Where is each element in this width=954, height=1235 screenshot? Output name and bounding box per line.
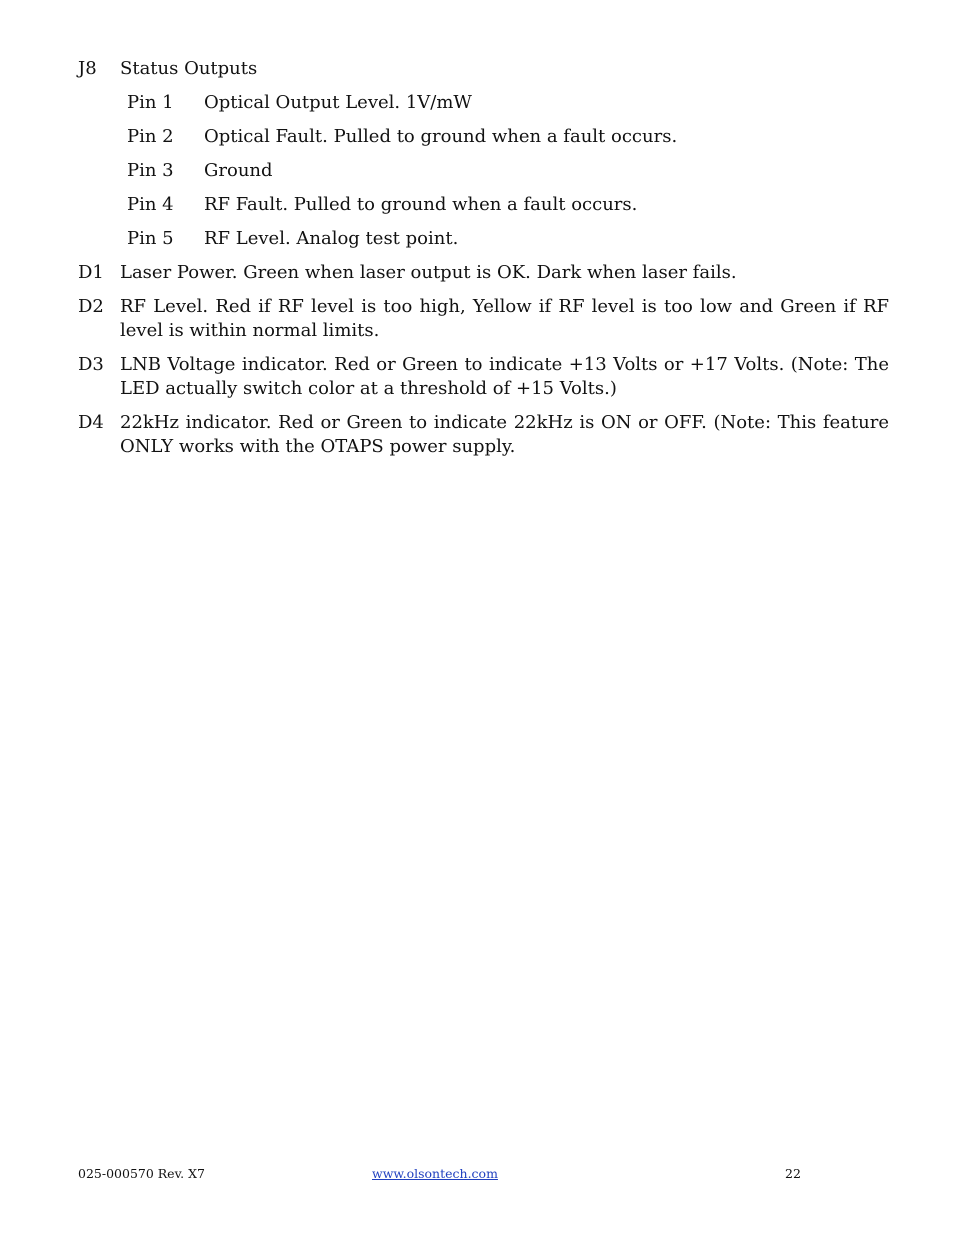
led-tag: D4 xyxy=(78,412,104,433)
pin-description: RF Fault. Pulled to ground when a fault occurs. xyxy=(204,194,638,215)
pin-description: RF Level. Analog test point. xyxy=(204,228,459,249)
pin-label: Pin 2 xyxy=(127,126,174,147)
pin-description: Optical Output Level. 1V/mW xyxy=(204,92,472,113)
pin-row xyxy=(78,159,889,183)
document-body xyxy=(78,57,889,459)
pin-description: Ground xyxy=(204,160,273,181)
page-number: 22 xyxy=(785,1166,801,1181)
page-footer xyxy=(0,1166,954,1184)
document-number: 025-000570 Rev. X7 xyxy=(78,1166,205,1181)
pin-label: Pin 4 xyxy=(127,194,174,215)
pin-row xyxy=(78,193,889,217)
led-item xyxy=(78,353,889,401)
led-tag: D3 xyxy=(78,354,104,375)
connector-title: Status Outputs xyxy=(120,58,258,79)
pin-label: Pin 3 xyxy=(127,160,174,181)
led-item xyxy=(78,261,889,285)
pin-label: Pin 1 xyxy=(127,92,174,113)
led-item xyxy=(78,295,889,343)
pin-row xyxy=(78,91,889,115)
pin-row xyxy=(78,125,889,149)
connector-tag: J8 xyxy=(78,58,97,79)
pin-description: Optical Fault. Pulled to ground when a fault occurs. xyxy=(204,126,678,147)
led-description: RF Level. Red if RF level is too high, Yellow if RF level is too low and Green if RF level is within normal limits. xyxy=(120,296,889,341)
website-link[interactable]: www.olsontech.com xyxy=(372,1166,498,1181)
led-description: LNB Voltage indicator. Red or Green to indicate +13 Volts or +17 Volts. (Note: The LED actually switch color at a threshold of +15 Volts.) xyxy=(120,354,889,399)
j8-heading-row xyxy=(78,57,889,81)
led-description: 22kHz indicator. Red or Green to indicate 22kHz is ON or OFF. (Note: This feature ONLY works with the OTAPS power supply. xyxy=(120,412,889,457)
led-item xyxy=(78,411,889,459)
pin-label: Pin 5 xyxy=(127,228,174,249)
pin-row xyxy=(78,227,889,251)
led-tag: D2 xyxy=(78,296,104,317)
led-description: Laser Power. Green when laser output is OK. Dark when laser fails. xyxy=(120,262,737,283)
led-tag: D1 xyxy=(78,262,104,283)
